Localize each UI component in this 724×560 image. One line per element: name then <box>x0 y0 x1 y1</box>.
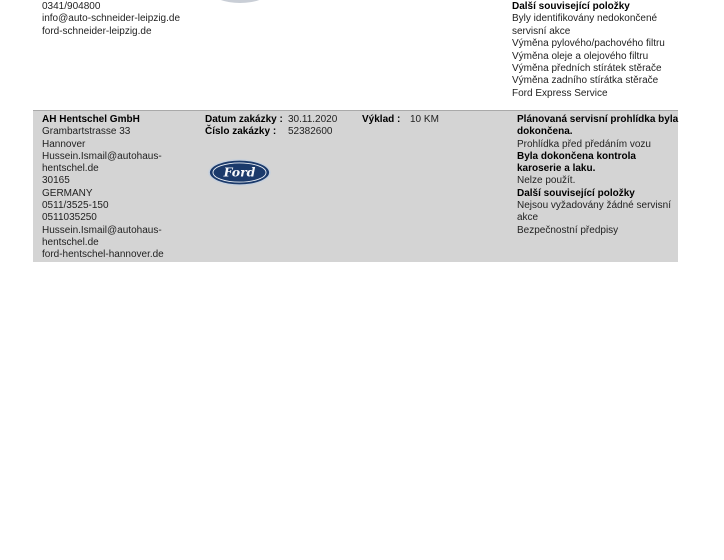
status-line: karoserie a laku. <box>517 163 596 175</box>
previous-dealer-contact <box>42 1 180 38</box>
dealer-email: Hussein.Ismail@autohaus- <box>42 224 162 236</box>
order-number-label: Číslo zakázky : <box>205 126 277 138</box>
order-date-value: 30.11.2020 <box>288 114 338 125</box>
related-item: Výměna zadního stírátka stěrače <box>512 75 659 87</box>
status-line: Nelze použít. <box>517 175 576 187</box>
related-item: Byly identifikovány nedokončené <box>512 13 658 25</box>
dealer-email: hentschel.de <box>42 236 99 248</box>
service-status-block <box>517 114 687 237</box>
dealer-street: Grambartstrasse 33 <box>42 126 131 138</box>
order-number-row <box>205 126 465 138</box>
order-details <box>205 114 465 139</box>
dealer-fax: 0511035250 <box>42 212 97 224</box>
status-heading: Další související položky <box>517 187 635 199</box>
dealer-email: Hussein.Ismail@autohaus- <box>42 150 162 162</box>
related-items-heading: Další související položky <box>512 1 630 12</box>
dealer-phone: 0511/3525-150 <box>42 200 109 212</box>
previous-dealer-website: ford-schneider-leipzig.de <box>42 25 152 37</box>
status-line: dokončena. <box>517 126 573 138</box>
dealer-address-block <box>42 114 164 262</box>
status-line: Bezpečnostní předpisy <box>517 224 619 236</box>
related-item: Výměna předních stírátek stěrače <box>512 63 662 75</box>
previous-ford-logo-remnant <box>212 0 268 3</box>
dealer-city: Hannover <box>42 138 86 150</box>
status-line: Prohlídka před předáním vozu <box>517 138 651 150</box>
mileage-label: Výklad : <box>362 114 401 125</box>
related-item: servisní akce <box>512 25 571 37</box>
status-line: Byla dokončena kontrola <box>517 150 636 162</box>
ford-logo-text: Ford <box>223 164 256 180</box>
status-line: akce <box>517 212 539 224</box>
previous-dealer-phone: 0341/904800 <box>42 1 101 12</box>
service-entry-row <box>33 110 678 262</box>
previous-related-items <box>512 1 665 100</box>
order-date-label: Datum zakázky : <box>205 114 283 125</box>
dealer-country: GERMANY <box>42 187 93 199</box>
dealer-email: hentschel.de <box>42 163 99 175</box>
status-line: Plánovaná servisní prohlídka byla <box>517 114 679 125</box>
order-date-row <box>205 114 465 126</box>
related-item: Ford Express Service <box>512 87 608 99</box>
previous-dealer-email: info@auto-schneider-leipzig.de <box>42 13 181 25</box>
ford-logo-icon <box>208 159 271 186</box>
dealer-name: AH Hentschel GmbH <box>42 114 140 125</box>
order-number-value: 52382600 <box>288 126 333 138</box>
mileage-value: 10 KM <box>410 114 439 125</box>
related-item: Výměna oleje a olejového filtru <box>512 50 649 62</box>
related-item: Výměna pylového/pachového filtru <box>512 38 665 50</box>
status-line: Nejsou vyžadovány žádné servisní <box>517 200 671 212</box>
dealer-zip: 30165 <box>42 175 70 187</box>
dealer-website: ford-hentschel-hannover.de <box>42 249 164 261</box>
